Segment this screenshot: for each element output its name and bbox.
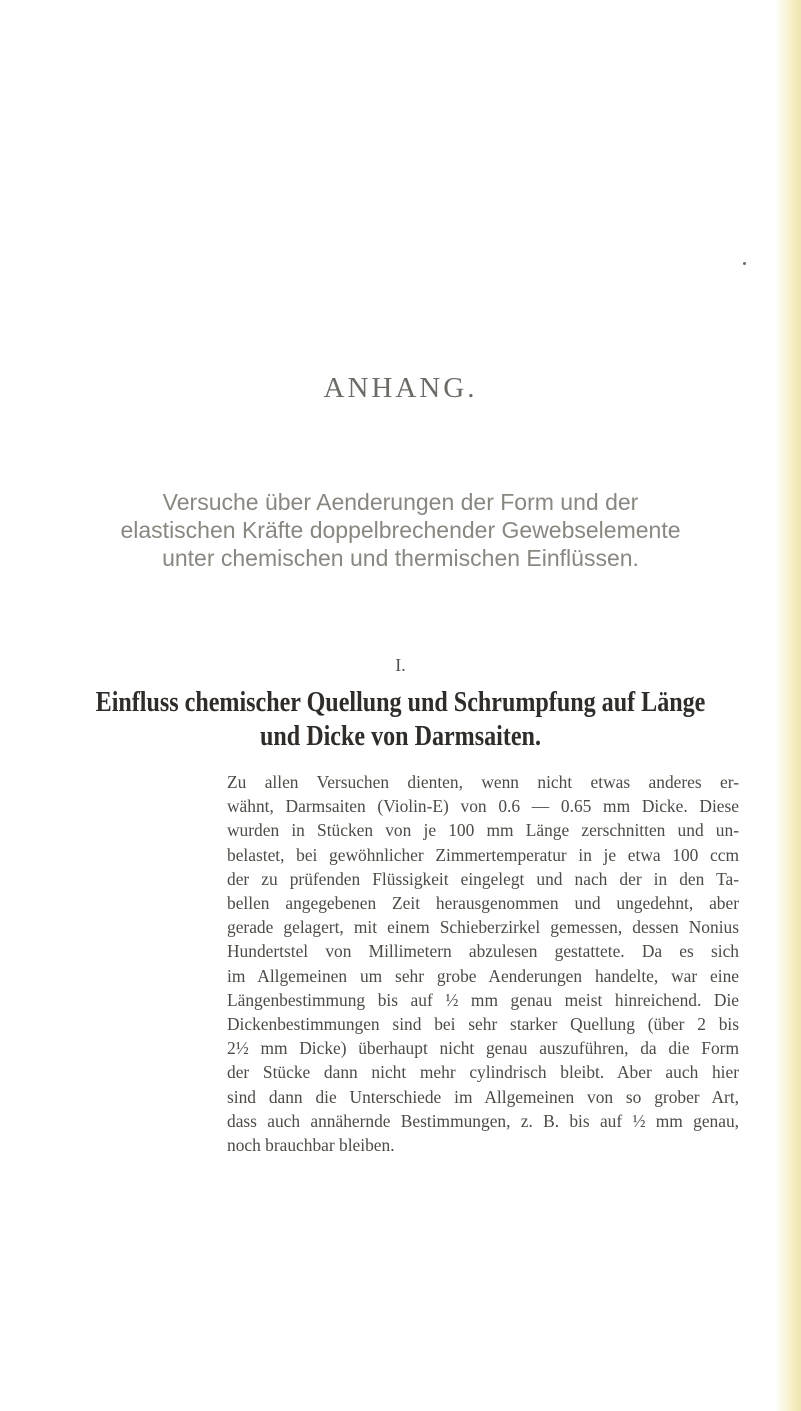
body-line: dass auch annähernde Bestimmungen, z. B. bis auf ½ mm genau, — [227, 1110, 739, 1131]
section-heading — [56, 686, 745, 754]
subtitle-line: unter chemischen und thermischen Einflüssen. — [162, 545, 639, 571]
appendix-title: ANHANG. — [323, 372, 478, 404]
section-numeral: I. — [395, 655, 406, 675]
heading-line: Einfluss chemischer Quellung und Schrumpfung auf Länge — [95, 687, 706, 718]
body-paragraph — [227, 770, 739, 1157]
body-line: Längenbestimmung bis auf ½ mm genau meist hinreichend. Die — [227, 989, 739, 1010]
body-line: sind dann die Unterschiede im Allgemeinen von so grober Art, — [227, 1086, 739, 1107]
body-line: Hundertstel von Millimetern abzulesen gestattete. Da es sich — [227, 941, 739, 962]
body-line: Zu allen Versuchen dienten, wenn nicht etwas anderes er- — [227, 772, 739, 792]
appendix-subtitle — [0, 488, 801, 572]
paper-speck — [743, 262, 746, 265]
body-line: der zu prüfenden Flüssigkeit eingelegt und nach der in den Ta- — [227, 868, 739, 889]
body-line: 2½ mm Dicke) überhaupt nicht genau auszuführen, da die Form — [227, 1038, 739, 1059]
body-line: noch brauchbar bleiben. — [227, 1135, 395, 1156]
heading-line: und Dicke von Darmsaiten. — [260, 721, 541, 752]
subtitle-line: elastischen Kräfte doppelbrechender Gewebselemente — [120, 517, 681, 543]
body-line: wähnt, Darmsaiten (Violin-E) von 0.6 — 0.65 mm Dicke. Diese — [227, 796, 739, 817]
body-line: belastet, bei gewöhnlicher Zimmertemperatur in je etwa 100 ccm — [227, 844, 739, 865]
subtitle-line: Versuche über Aenderungen der Form und der — [162, 489, 639, 515]
body-line: wurden in Stücken von je 100 mm Länge zerschnitten und un- — [227, 820, 739, 841]
body-line: der Stücke dann nicht mehr cylindrisch bleibt. Aber auch hier — [227, 1062, 739, 1083]
body-line: Dickenbestimmungen sind bei sehr starker Quellung (über 2 bis — [227, 1014, 739, 1035]
body-line: bellen angegebenen Zeit herausgenommen und ungedehnt, aber — [227, 893, 739, 914]
body-line: im Allgemeinen um sehr grobe Aenderungen handelte, war eine — [227, 965, 739, 986]
page-edge — [775, 0, 801, 1411]
body-line: gerade gelagert, mit einem Schieberzirkel gemessen, dessen Nonius — [227, 917, 739, 938]
